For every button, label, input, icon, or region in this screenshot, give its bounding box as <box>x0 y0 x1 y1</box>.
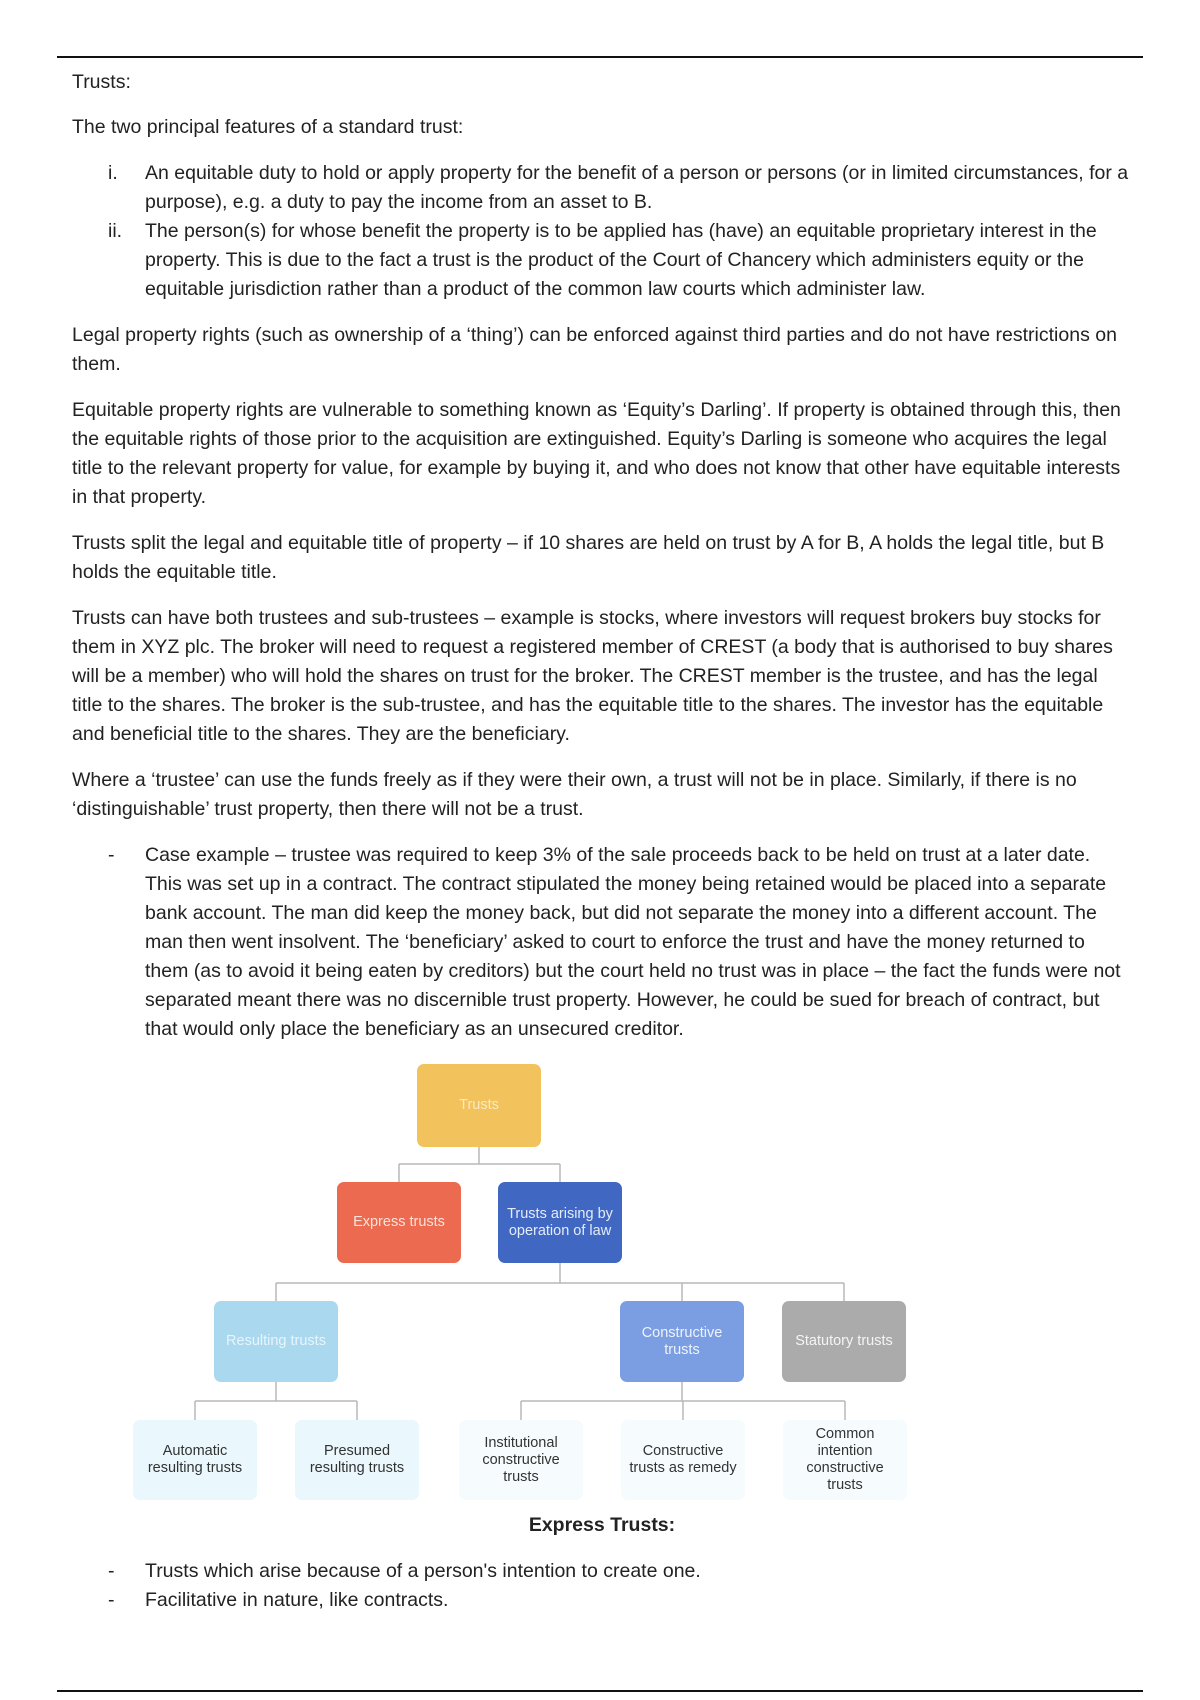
list-marker: - <box>108 1560 115 1582</box>
document-body <box>72 68 1132 1632</box>
features-list <box>72 159 1132 304</box>
paragraph-sub-trustees: Trusts can have both trustees and sub-trustees – example is stocks, where investors will request brokers buy stocks for them in XYZ plc. The broker will need to request a registered member of CREST (a body that is authorised to buy shares will be a member) who will hold the shares on trust for the broker. The CREST member is the trustee, and has the legal title to the shares. The broker is the sub-trustee, and has the equitable title to the shares. The investor has the equitable and beneficial title to the shares. They are the beneficiary. <box>72 607 1113 745</box>
list-item-text: An equitable duty to hold or apply property for the benefit of a person or persons (or in limited circumstances, for a purpose), e.g. a duty to pay the income from an asset to B. <box>145 162 1129 213</box>
list-item-text: Facilitative in nature, like contracts. <box>145 1589 449 1611</box>
express-trusts-heading: Express Trusts: <box>528 1514 676 1536</box>
list-item <box>72 159 1132 217</box>
list-item-text: The person(s) for whose benefit the property is to be applied has (have) an equitable proprietary interest in the property. This is due to the fact a trust is the product of the Court of Chancery which administers equity or the equitable jurisdiction rather than a product of the common law courts which administer law. <box>145 220 1097 300</box>
node-institutional-constructive-trusts: Institutional constructive trusts <box>459 1420 583 1500</box>
node-trusts: Trusts <box>417 1064 541 1147</box>
node-resulting-trusts: Resulting trusts <box>214 1301 338 1382</box>
node-statutory-trusts: Statutory trusts <box>782 1301 906 1382</box>
case-example-list <box>72 841 1132 1044</box>
trusts-hierarchy-diagram <box>72 1061 1132 1511</box>
intro-text: The two principal features of a standard trust: <box>72 116 464 138</box>
bottom-rule <box>57 1690 1143 1692</box>
case-example-text: Case example – trustee was required to keep 3% of the sale proceeds back to be held on trust at a later date. This was set up in a contract. The contract stipulated the money being retained would be placed into a separate bank account. The man did keep the money back, but did not separate the money into a different account. The man then went insolvent. The ‘beneficiary’ asked to court to enforce the trust and have the money returned to them (as to avoid it being eaten by creditors) but the court held no trust was in place – the fact the funds were not separated meant there was no discernible trust property. However, he could be sued for breach of contract, but that would only place the beneficiary as an unsecured creditor. <box>145 844 1121 1040</box>
paragraph-no-trust: Where a ‘trustee’ can use the funds freely as if they were their own, a trust will not be in place. Similarly, if there is no ‘distinguishable’ trust property, then there will not be a trust. <box>72 769 1077 820</box>
list-item-text: Trusts which arise because of a person's intention to create one. <box>145 1560 701 1582</box>
list-marker: - <box>108 844 115 866</box>
paragraph-legal-rights: Legal property rights (such as ownership of a ‘thing’) can be enforced against third parties and do not have restrictions on them. <box>72 324 1117 375</box>
top-rule <box>57 56 1143 58</box>
node-trusts-operation-of-law: Trusts arising by operation of law <box>498 1182 622 1263</box>
paragraph-split-title: Trusts split the legal and equitable title of property – if 10 shares are held on trust by A for B, A holds the legal title, but B holds the equitable title. <box>72 532 1105 583</box>
node-constructive-trusts-as-remedy: Constructive trusts as remedy <box>621 1420 745 1500</box>
list-marker: ii. <box>108 220 123 242</box>
node-constructive-trusts: Constructive trusts <box>620 1301 744 1382</box>
list-item <box>72 1557 1132 1586</box>
node-automatic-resulting-trusts: Automatic resulting trusts <box>133 1420 257 1500</box>
node-presumed-resulting-trusts: Presumed resulting trusts <box>295 1420 419 1500</box>
express-trusts-list <box>72 1557 1132 1615</box>
list-item <box>72 217 1132 304</box>
list-item <box>72 1586 1132 1615</box>
list-marker: i. <box>108 162 118 184</box>
list-marker: - <box>108 1589 115 1611</box>
node-express-trusts: Express trusts <box>337 1182 461 1263</box>
paragraph-equitable-rights: Equitable property rights are vulnerable to something known as ‘Equity’s Darling’. If property is obtained through this, then the equitable rights of those prior to the acquisition are extinguished. Equity’s Darling is someone who acquires the legal title to the relevant property for value, for example by buying it, and who does not know that other have equitable interests in that property. <box>72 399 1121 508</box>
list-item <box>72 841 1132 1044</box>
doc-title: Trusts: <box>72 71 131 93</box>
node-common-intention-constructive-trusts: Common intention constructive trusts <box>783 1420 907 1500</box>
